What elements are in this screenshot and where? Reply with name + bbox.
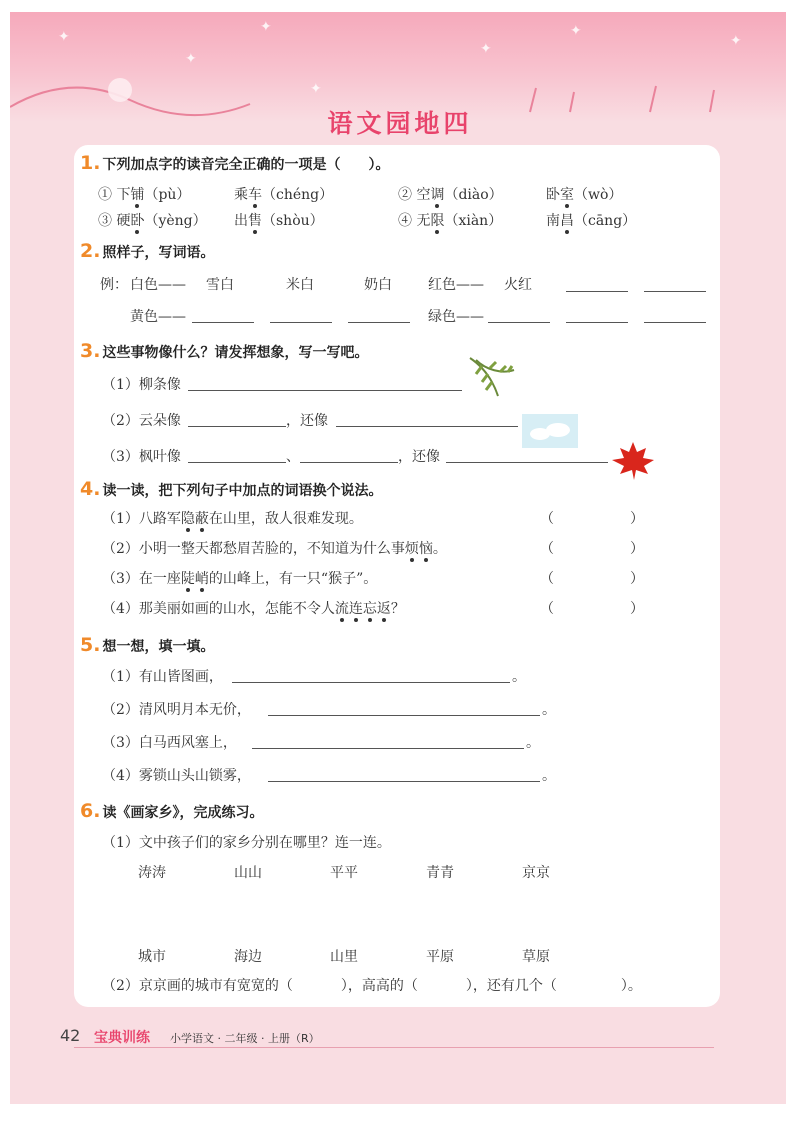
answer-blank[interactable] [336, 426, 518, 427]
name-item[interactable]: 山山 [234, 865, 262, 881]
cloud-icon [522, 414, 578, 448]
q5-item-3: （3）白马西风塞上， [102, 735, 237, 751]
page-title: 语文园地四 [327, 109, 473, 138]
q5-end: 。 [542, 702, 556, 718]
q1-option-4: ④ 无限（xiàn） [398, 213, 503, 229]
name-item[interactable]: 京京 [522, 865, 550, 881]
question-4: 4. 读一读，把下列句子中加点的词语换个说法。 [80, 478, 383, 500]
q3-item-2: （2）云朵像 [102, 413, 181, 429]
answer-paren-open[interactable]: （ [540, 541, 554, 557]
q5-item-1: （1）有山皆图画， [102, 669, 223, 685]
place-item[interactable]: 城市 [138, 949, 166, 965]
answer-paren-open[interactable]: （ [540, 571, 554, 587]
answer-blank[interactable] [188, 426, 286, 427]
answer-blank[interactable] [300, 462, 398, 463]
answer-paren-close: ） [630, 511, 644, 527]
question-2: 2. 照样子，写词语。 [80, 240, 215, 262]
answer-blank[interactable] [268, 715, 540, 716]
name-item[interactable]: 涛涛 [138, 865, 166, 881]
answer-blank[interactable] [188, 390, 462, 391]
q1-option-2: ② 空调（diào） [398, 187, 503, 203]
name-item[interactable]: 青青 [426, 865, 454, 881]
word-cell: 米白 [286, 277, 314, 293]
answer-paren-open[interactable]: （ [540, 601, 554, 617]
q4-item-3: （3）在一座陡峭的山峰上，有一只“猴子”。 [102, 571, 378, 587]
q5-end: 。 [542, 768, 556, 784]
q5-item-2: （2）清风明月本无价， [102, 702, 251, 718]
q5-end: 。 [526, 735, 540, 751]
q1-option-4b: 南昌（cāng） [546, 213, 637, 229]
answer-blank[interactable] [232, 682, 510, 683]
word-cell: 黄色—— [130, 309, 186, 325]
word-cell: 白色—— [130, 277, 186, 293]
question-1 [80, 152, 389, 174]
answer-blank[interactable] [192, 322, 254, 323]
question-3: 3. 这些事物像什么？请发挥想象，写一写吧。 [80, 340, 369, 362]
q4-item-4: （4）那美丽如画的山水，怎能不令人流连忘返？ [102, 601, 405, 617]
question-number: 1. [80, 152, 101, 174]
q1-option-3: ③ 硬卧（yèng） [98, 213, 207, 229]
q3-item-3: （3）枫叶像 [102, 449, 181, 465]
place-item[interactable]: 山里 [330, 949, 358, 965]
answer-paren-close: ） [630, 541, 644, 557]
answer-blank[interactable] [566, 291, 628, 292]
q4-item-1: （1）八路军隐蔽在山里，敌人很难发现。 [102, 511, 363, 527]
answer-blank[interactable] [644, 322, 706, 323]
question-5: 5. 想一想，填一填。 [80, 634, 215, 656]
brand-logo: 宝典训练 [94, 1030, 150, 1046]
q3-item-1: （1）柳条像 [102, 377, 181, 393]
question-6: 6. 读《画家乡》，完成练习。 [80, 800, 264, 822]
maple-leaf-icon [610, 440, 656, 482]
q3-item-2b: ，还像 [286, 413, 328, 429]
word-cell: 绿色—— [428, 309, 484, 325]
word-cell: 奶白 [364, 277, 392, 293]
willow-icon [462, 352, 518, 400]
page-number: 42 [60, 1026, 81, 1045]
answer-paren-close: ） [630, 571, 644, 587]
word-cell: 红色—— [428, 277, 484, 293]
place-item[interactable]: 草原 [522, 949, 550, 965]
q3-separator: 、 [286, 449, 300, 465]
answer-blank[interactable] [348, 322, 410, 323]
q1-option-2b: 卧室（wò） [546, 187, 623, 203]
answer-blank[interactable] [488, 322, 550, 323]
answer-paren-open[interactable]: （ [540, 511, 554, 527]
question-prompt: 下列加点字的读音完全正确的一项是（ ）。 [102, 157, 390, 173]
word-cell: 雪白 [206, 277, 234, 293]
answer-blank[interactable] [566, 322, 628, 323]
q6-sub-1: （1）文中孩子们的家乡分别在哪里？连一连。 [102, 835, 391, 851]
example-label: 例： [100, 277, 128, 293]
q1-option-1b: 乘车（chéng） [234, 187, 334, 203]
answer-paren-close: ） [630, 601, 644, 617]
answer-blank[interactable] [270, 322, 332, 323]
footer-divider [74, 1047, 714, 1048]
name-item[interactable]: 平平 [330, 865, 358, 881]
q1-option-1: ① 下铺（pù） [98, 187, 191, 203]
answer-blank[interactable] [644, 291, 706, 292]
book-subtitle: 小学语文 · 二年级 · 上册（R） [170, 1032, 320, 1045]
answer-blank[interactable] [268, 781, 540, 782]
q5-end: 。 [512, 669, 526, 685]
answer-blank[interactable] [252, 748, 524, 749]
place-item[interactable]: 海边 [234, 949, 262, 965]
q6-sub-2: （2）京京画的城市有宽宽的（ ），高高的（ ），还有几个（ ）。 [102, 978, 642, 994]
place-item[interactable]: 平原 [426, 949, 454, 965]
header-banner: ✦ ✦ ✦ ✦ ✦ ✦ ✦ [10, 12, 786, 122]
word-cell: 火红 [504, 277, 532, 293]
q1-option-3b: 出售（shòu） [234, 213, 324, 229]
answer-blank[interactable] [188, 462, 286, 463]
q5-item-4: （4）雾锁山头山锁雾， [102, 768, 251, 784]
q3-item-3b: ，还像 [398, 449, 440, 465]
q4-item-2: （2）小明一整天都愁眉苦脸的，不知道为什么事烦恼。 [102, 541, 447, 557]
answer-blank[interactable] [446, 462, 608, 463]
